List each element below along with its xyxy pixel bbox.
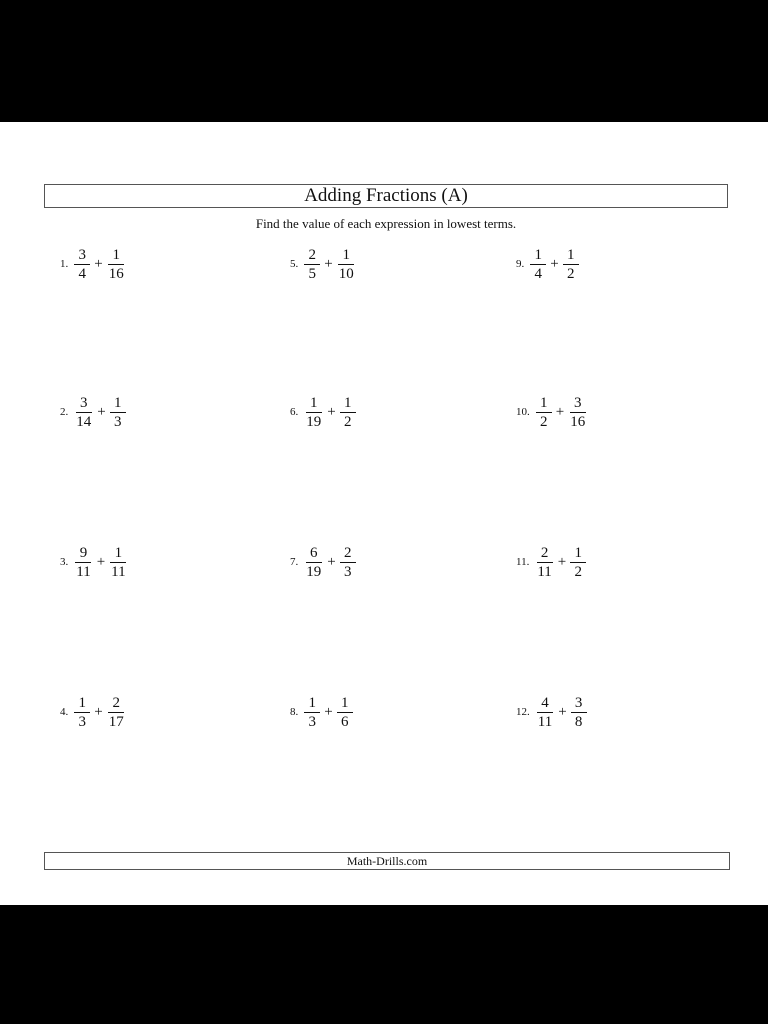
- numerator: 2: [304, 247, 320, 265]
- plus-sign: +: [557, 554, 567, 570]
- fraction-second: [570, 545, 586, 580]
- fraction-first: [536, 395, 552, 430]
- fraction-first: [535, 545, 553, 580]
- problem-number: 9.: [516, 258, 525, 270]
- numerator: 2: [537, 545, 553, 563]
- fraction-second: [340, 545, 356, 580]
- denominator: 19: [306, 413, 322, 430]
- problem-4: [60, 692, 126, 732]
- fraction-second: [568, 395, 587, 430]
- fraction-first: [304, 695, 320, 730]
- denominator: 11: [537, 713, 553, 730]
- fraction-first: [304, 395, 323, 430]
- problem-number: 4.: [60, 706, 69, 718]
- numerator: 2: [340, 545, 356, 563]
- numerator: 1: [530, 247, 546, 265]
- denominator: 6: [340, 713, 349, 730]
- denominator: 8: [574, 713, 583, 730]
- fraction-first: [536, 695, 554, 730]
- denominator: 2: [343, 413, 352, 430]
- denominator: 19: [306, 563, 322, 580]
- numerator: 1: [570, 545, 586, 563]
- denominator: 2: [540, 413, 548, 430]
- numerator: 1: [563, 247, 579, 265]
- denominator: 2: [574, 563, 583, 580]
- worksheet-footer: Math-Drills.com: [44, 852, 730, 870]
- fraction-second: [563, 247, 579, 282]
- fraction-first: [74, 545, 92, 580]
- plus-sign: +: [550, 256, 559, 272]
- denominator: 16: [570, 413, 586, 430]
- plus-sign: +: [555, 404, 565, 420]
- problem-number: 8.: [290, 706, 299, 718]
- plus-sign: +: [327, 554, 336, 570]
- plus-sign: +: [324, 704, 333, 720]
- problem-5: [290, 244, 356, 284]
- numerator: 4: [537, 695, 553, 713]
- fraction-first: [304, 545, 323, 580]
- worksheet-page: [0, 122, 768, 905]
- numerator: 3: [571, 695, 587, 713]
- numerator: 9: [75, 545, 91, 563]
- numerator: 6: [306, 545, 322, 563]
- fraction-second: [337, 247, 356, 282]
- plus-sign: +: [558, 704, 567, 720]
- plus-sign: +: [94, 704, 103, 720]
- plus-sign: +: [327, 404, 336, 420]
- problem-2: [60, 392, 126, 432]
- denominator: 3: [308, 713, 316, 730]
- problem-number: 6.: [290, 406, 299, 418]
- denominator: 3: [343, 563, 352, 580]
- problem-1: [60, 244, 126, 284]
- numerator: 1: [304, 695, 320, 713]
- problem-6: [290, 392, 356, 432]
- numerator: 3: [74, 247, 90, 265]
- problem-number: 5.: [290, 258, 299, 270]
- fraction-second: [571, 695, 587, 730]
- fraction-second: [110, 395, 126, 430]
- fraction-first: [74, 695, 90, 730]
- problem-3: [60, 542, 128, 582]
- denominator: 17: [108, 713, 124, 730]
- numerator: 2: [108, 695, 124, 713]
- problem-number: 11.: [516, 556, 530, 568]
- problem-number: 2.: [60, 406, 69, 418]
- denominator: 5: [308, 265, 316, 282]
- denominator: 3: [113, 413, 122, 430]
- problem-7: [290, 542, 356, 582]
- plus-sign: +: [94, 256, 103, 272]
- problem-8: [290, 692, 353, 732]
- numerator: 1: [110, 545, 126, 563]
- denominator: 3: [78, 713, 86, 730]
- problem-11: [516, 542, 586, 582]
- numerator: 1: [306, 395, 322, 413]
- fraction-second: [107, 695, 126, 730]
- problem-12: [516, 692, 587, 732]
- fraction-second: [337, 695, 353, 730]
- numerator: 1: [74, 695, 90, 713]
- plus-sign: +: [97, 404, 106, 420]
- denominator: 11: [76, 563, 91, 580]
- problem-9: [516, 244, 579, 284]
- fraction-first: [74, 395, 93, 430]
- problem-number: 1.: [60, 258, 69, 270]
- denominator: 11: [537, 563, 552, 580]
- plus-sign: +: [96, 554, 106, 570]
- denominator: 10: [338, 265, 354, 282]
- problem-number: 7.: [290, 556, 299, 568]
- numerator: 1: [110, 395, 126, 413]
- plus-sign: +: [324, 256, 333, 272]
- fraction-second: [340, 395, 356, 430]
- problem-10: [516, 392, 587, 432]
- worksheet-title: Adding Fractions (A): [44, 184, 728, 208]
- fraction-first: [530, 247, 546, 282]
- numerator: 1: [340, 395, 356, 413]
- fraction-first: [304, 247, 320, 282]
- numerator: 3: [570, 395, 586, 413]
- numerator: 1: [536, 395, 552, 413]
- problem-number: 10.: [516, 406, 530, 418]
- denominator: 4: [78, 265, 86, 282]
- denominator: 2: [566, 265, 575, 282]
- numerator: 1: [337, 695, 353, 713]
- denominator: 4: [534, 265, 542, 282]
- denominator: 14: [76, 413, 92, 430]
- fraction-second: [109, 545, 127, 580]
- worksheet-instructions: Find the value of each expression in lowest terms.: [255, 216, 517, 231]
- problem-number: 3.: [60, 556, 69, 568]
- denominator: 16: [108, 265, 124, 282]
- fraction-first: [74, 247, 90, 282]
- numerator: 3: [76, 395, 92, 413]
- numerator: 1: [338, 247, 354, 265]
- numerator: 1: [108, 247, 124, 265]
- denominator: 11: [111, 563, 126, 580]
- fraction-second: [107, 247, 126, 282]
- problem-number: 12.: [516, 706, 530, 718]
